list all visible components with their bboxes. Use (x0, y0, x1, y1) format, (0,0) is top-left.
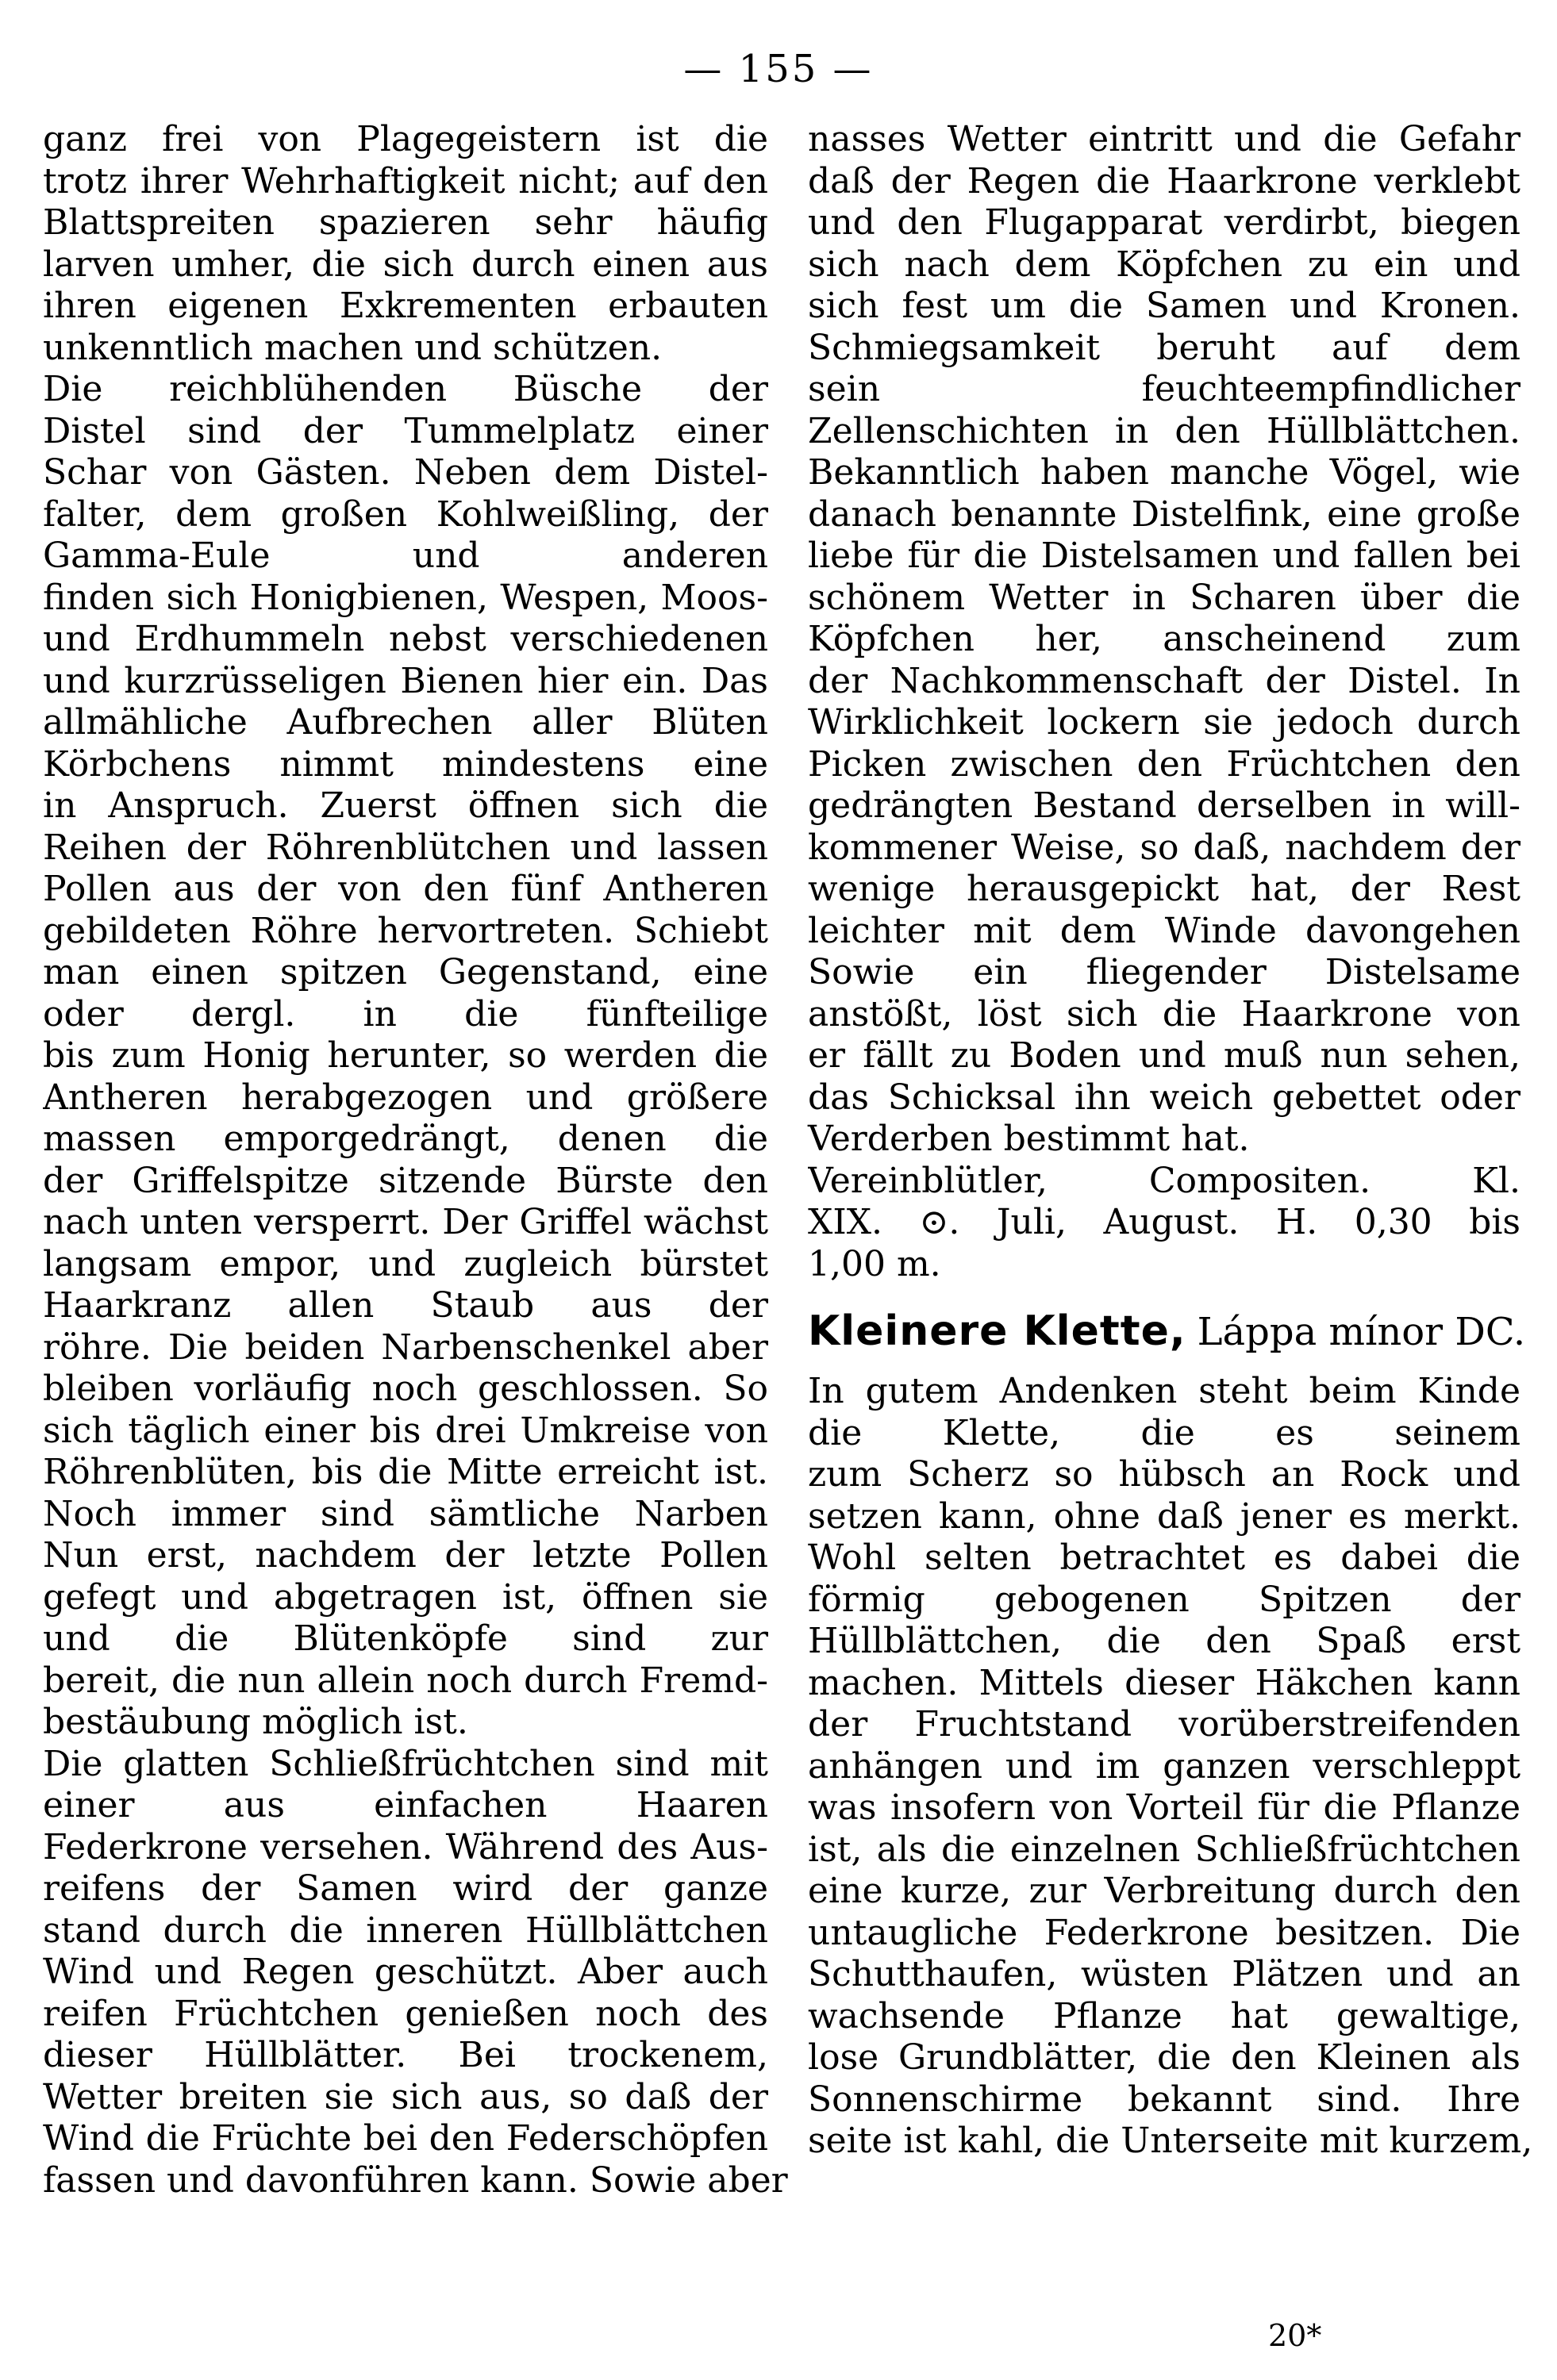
text-line: finden sich Honigbienen, Wespen, Moos- (43, 577, 768, 618)
text-line: liebe für die Distelsamen und fallen bei (808, 536, 1520, 576)
text-line: Reihen der Röhrenblütchen und lassen (43, 827, 768, 868)
text-line: röhre. Die beiden Narbenschenkel aber (43, 1326, 768, 1368)
text-line: ist, als die einzelnen Schließfrüchtchen (808, 1829, 1520, 1870)
text-line: leichter mit dem Winde davongehen (808, 910, 1520, 951)
text-line: Bekanntlich haben manche Vögel, wie (808, 452, 1520, 493)
text-line: bestäubung möglich ist. (43, 1702, 468, 1742)
text-line: 1,00 m. (808, 1243, 941, 1284)
text-line: Noch immer sind sämtliche Narben (43, 1493, 768, 1534)
text-line: larven umher, die sich durch einen aus (43, 244, 768, 285)
text-line: Gamma-Eule und anderen (43, 536, 768, 576)
text-line: einer aus einfachen Haaren (43, 1785, 768, 1825)
text-line: fassen und davonführen kann. Sowie aber (43, 2159, 788, 2201)
text-line: Sowie ein fliegender Distelsame (808, 952, 1520, 992)
text-line: schönem Wetter in Scharen über die (808, 577, 1520, 618)
text-line: Antheren herabgezogen und größere (43, 1077, 768, 1118)
text-line: Picken zwischen den Früchtchen den (808, 743, 1520, 785)
text-line: Vereinblütler, Compositen. Kl. (808, 1160, 1520, 1201)
text-line: und den Flugapparat verdirbt, biegen (808, 202, 1520, 243)
text-line: bleiben vorläufig noch geschlossen. So (43, 1368, 768, 1409)
text-line: nach unten versperrt. Der Griffel wächst (43, 1202, 768, 1242)
text-line: Federkrone versehen. Während des Aus- (43, 1826, 768, 1868)
text-line: was insofern von Vorteil für die Pflanze (808, 1787, 1520, 1828)
text-line: nasses Wetter eintritt und die Gefahr (808, 119, 1520, 159)
text-line: gefegt und abgetragen ist, öffnen sie (43, 1576, 768, 1618)
text-line: trotz ihrer Wehrhaftigkeit nicht; auf den (43, 160, 768, 202)
text-line: Distel sind der Tummelplatz einer (43, 410, 768, 451)
text-line: die Klette, die es seinem (808, 1412, 1520, 1453)
text-line: Wirklichkeit lockern sie jedoch durch (808, 702, 1520, 743)
text-line: eine kurze, zur Verbreitung durch den (808, 1871, 1520, 1911)
text-line: er fällt zu Boden und muß nun sehen, (808, 1035, 1520, 1076)
text-line: Wind und Regen geschützt. Aber auch (43, 1952, 768, 1992)
text-line: wachsende Pflanze hat gewaltige, (808, 1995, 1520, 2036)
text-line: reifens der Samen wird der ganze (43, 1868, 768, 1909)
text-line: setzen kann, ohne daß jener es merkt. (808, 1495, 1520, 1537)
text-line: oder dergl. in die fünfteilige (43, 993, 768, 1035)
text-line: Köpfchen her, anscheinend zum (808, 619, 1520, 659)
text-line: seite ist kahl, die Unterseite mit kurzem, (808, 2121, 1533, 2161)
section-heading-latin: Láppa mínor DC. (1197, 1310, 1526, 1354)
text-line: Röhrenblüten, bis die Mitte erreicht ist. (43, 1452, 768, 1492)
text-line: in Anspruch. Zuerst öffnen sich die (43, 785, 768, 826)
text-line: massen emporgedrängt, denen die (43, 1119, 768, 1159)
text-line: Haarkranz allen Staub aus der (43, 1285, 768, 1326)
text-line: sich fest um die Samen und Kronen. (808, 286, 1520, 326)
text-line: daß der Regen die Haarkrone verklebt (808, 160, 1520, 202)
section-heading (808, 1299, 1526, 1363)
right-column-bottom-text (808, 1371, 1533, 2163)
text-line: stand durch die inneren Hüllblättchen (43, 1910, 768, 1951)
text-line: wenige herausgepickt hat, der Rest (808, 869, 1520, 909)
text-line: bereit, die nun allein noch durch Fremd- (43, 1660, 768, 1701)
text-line: und kurzrüsseligen Bienen hier ein. Das (43, 660, 768, 701)
text-line: zum Scherz so hübsch an Rock und (808, 1454, 1520, 1495)
text-line: und die Blütenköpfe sind zur (43, 1618, 768, 1659)
text-line: der Nachkommenschaft der Distel. In (808, 660, 1520, 701)
text-line: reifen Früchtchen genießen noch des (43, 1993, 768, 2034)
text-line: kommener Weise, so daß, nachdem der (808, 827, 1520, 868)
text-line: Schmiegsamkeit beruht auf dem (808, 327, 1520, 368)
text-line: der Griffelspitze sitzende Bürste den (43, 1160, 768, 1201)
text-line: Nun erst, nachdem der letzte Pollen (43, 1535, 768, 1576)
text-line: anhängen und im ganzen verschleppt (808, 1745, 1520, 1787)
text-line: langsam empor, und zugleich bürstet (43, 1243, 768, 1284)
text-line: bis zum Honig herunter, so werden die (43, 1035, 768, 1076)
text-line: lose Grundblätter, die den Kleinen als (808, 2037, 1520, 2078)
text-line: ganz frei von Plagegeistern ist die (43, 119, 768, 159)
text-line: dieser Hüllblätter. Bei trockenem, (43, 2035, 768, 2075)
section-heading-german: Kleinere Klette, (808, 1307, 1186, 1355)
text-line: Schar von Gästen. Neben dem Distel- (43, 452, 768, 493)
text-line: Pollen aus der von den fünf Antheren (43, 869, 768, 909)
text-line: Hüllblättchen, die den Spaß erst (808, 1621, 1520, 1661)
right-column-top-text (808, 119, 1520, 1285)
text-line: förmig gebogenen Spitzen der (808, 1579, 1520, 1620)
text-line: anstößt, löst sich die Haarkrone von (808, 993, 1520, 1035)
left-column (43, 119, 788, 2202)
text-line: Die reichblühenden Büsche der (43, 369, 768, 409)
text-line: falter, dem großen Kohlweißling, der (43, 493, 768, 535)
right-column (808, 119, 1533, 2163)
text-line: gedrängten Bestand derselben in will- (808, 785, 1520, 826)
text-line: sein feuchteempfindlicher (808, 369, 1520, 409)
text-line: Schutthaufen, wüsten Plätzen und an (808, 1954, 1520, 1994)
text-line: gebildeten Röhre hervortreten. Schiebt (43, 910, 768, 951)
text-line: Wind die Früchte bei den Federschöpfen (43, 2118, 768, 2159)
text-line: man einen spitzen Gegenstand, eine (43, 952, 768, 992)
text-line: unkenntlich machen und schützen. (43, 327, 663, 368)
text-line: danach benannte Distelfink, eine große (808, 493, 1520, 535)
text-line: Zellenschichten in den Hüllblättchen. (808, 410, 1520, 451)
text-line: der Fruchtstand vorüberstreifenden (808, 1704, 1520, 1745)
text-line: Verderben bestimmt hat. (808, 1119, 1250, 1159)
text-line: Wohl selten betrachtet es dabei die (808, 1537, 1520, 1578)
text-line: machen. Mittels dieser Häkchen kann (808, 1662, 1520, 1703)
text-line: sich täglich einer bis drei Umkreise von (43, 1410, 768, 1451)
text-line: Wetter breiten sie sich aus, so daß der (43, 2076, 768, 2117)
text-line: ihren eigenen Exkrementen erbauten (43, 286, 768, 326)
text-line: Sonnenschirme bekannt sind. Ihre (808, 2079, 1520, 2120)
text-line: Blattspreiten spazieren sehr häufig (43, 202, 768, 243)
text-line: Die glatten Schließfrüchtchen sind mit (43, 1743, 768, 1784)
text-line: das Schicksal ihn weich gebettet oder (808, 1077, 1520, 1118)
text-line: und Erdhummeln nebst verschiedenen (43, 619, 768, 659)
text-line: XIX. ⊙. Juli, August. H. 0,30 bis (808, 1202, 1520, 1242)
text-line: allmähliche Aufbrechen aller Blüten (43, 702, 768, 743)
text-line: In gutem Andenken steht beim Kinde (808, 1371, 1520, 1411)
text-line: untaugliche Federkrone besitzen. Die (808, 1912, 1520, 1953)
text-line: Körbchens nimmt mindestens eine (43, 743, 768, 785)
page-number: — 155 — (683, 47, 874, 91)
text-line: sich nach dem Köpfchen zu ein und (808, 244, 1520, 285)
signature-mark: 20* (1268, 2318, 1322, 2353)
